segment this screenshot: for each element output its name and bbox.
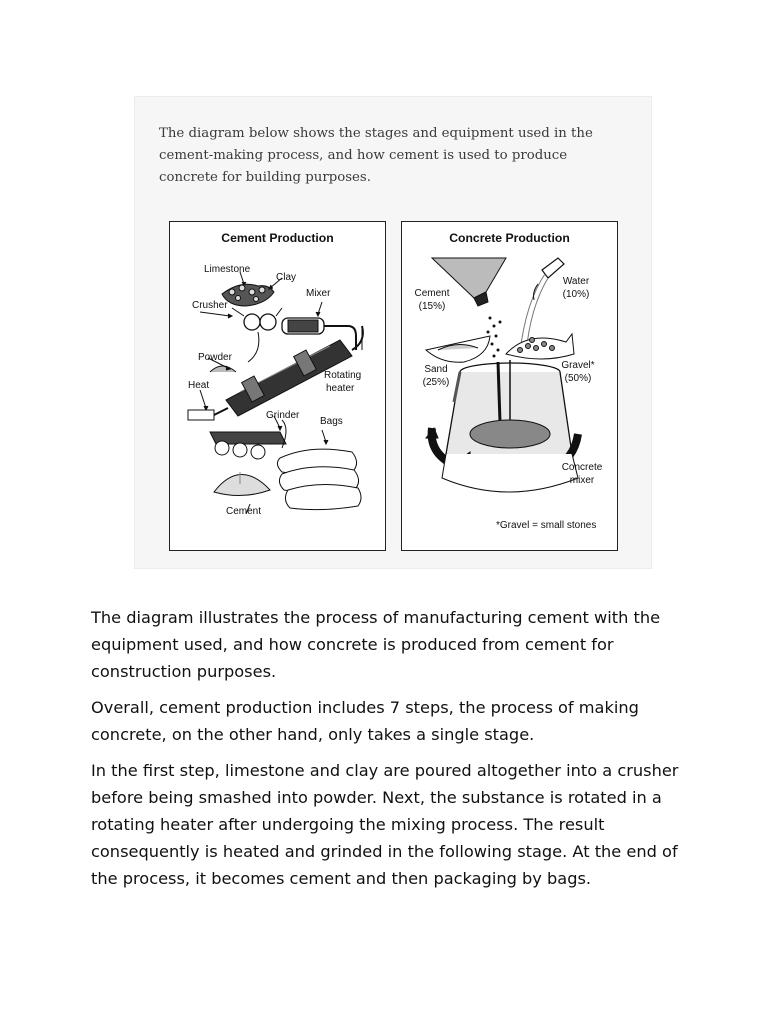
paragraph-introduction: The diagram illustrates the process of manufacturing cement with the equipment used, and how concrete is produced from cement for construction purposes. [91, 608, 661, 681]
gravel-scoop [506, 334, 574, 359]
label-rotating: Rotating [324, 370, 362, 381]
sand-scoop [426, 336, 490, 362]
label-water-pct: (10%) [562, 289, 590, 300]
cement-bags [277, 430, 361, 510]
figure-intro: The diagram below shows the stages and equipment used in the cement-making process, and how cement is used to produce concrete for building purposes. [159, 126, 593, 185]
label-concrete: Concrete [561, 462, 603, 473]
essay-body [91, 604, 691, 901]
mixer-drum [282, 318, 362, 350]
label-gravel: Gravel* [561, 360, 595, 371]
label-mixer: Mixer [306, 288, 331, 299]
crusher-rollers [232, 308, 282, 330]
label-powder: Powder [198, 352, 232, 363]
label-cement: Cement [414, 288, 450, 299]
label-bags: Bags [320, 416, 343, 427]
paragraph-details: In the first step, limestone and clay are poured altogether into a crusher before being smashed into powder. Next, the substance is rotated in a rotating heater after undergoing the mixing process. The result consequently is heated and grinded in the following stage. At the end of the process, it becomes cement and then packaging by bags. [91, 761, 679, 888]
label-sand-pct: (25%) [422, 377, 450, 388]
label-heat: Heat [188, 380, 210, 391]
label-cement: Cement [226, 506, 262, 517]
concrete-panel-title: Concrete Production [449, 231, 570, 245]
label-gravel-footnote: *Gravel = small stones [496, 520, 597, 531]
label-crusher: Crusher [192, 300, 228, 311]
label-mixer: mixer [569, 475, 595, 486]
concrete-production-panel [401, 221, 618, 551]
label-grinder: Grinder [266, 410, 300, 421]
limestone-clay-pile [222, 284, 274, 306]
label-sand: Sand [424, 364, 448, 375]
label-heater: heater [326, 383, 355, 394]
label-clay: Clay [276, 272, 297, 283]
cement-panel-title: Cement Production [221, 231, 334, 245]
cement-production-panel [169, 221, 386, 551]
label-cement-pct: (15%) [418, 301, 446, 312]
grinder [210, 416, 286, 459]
label-limestone: Limestone [204, 264, 251, 275]
label-water: Water [562, 276, 590, 287]
paragraph-overview: Overall, cement production includes 7 steps, the process of making concrete, on the other hand, only takes a single stage. [91, 698, 639, 744]
diagram-figure [134, 96, 652, 569]
label-gravel-pct: (50%) [564, 373, 592, 384]
